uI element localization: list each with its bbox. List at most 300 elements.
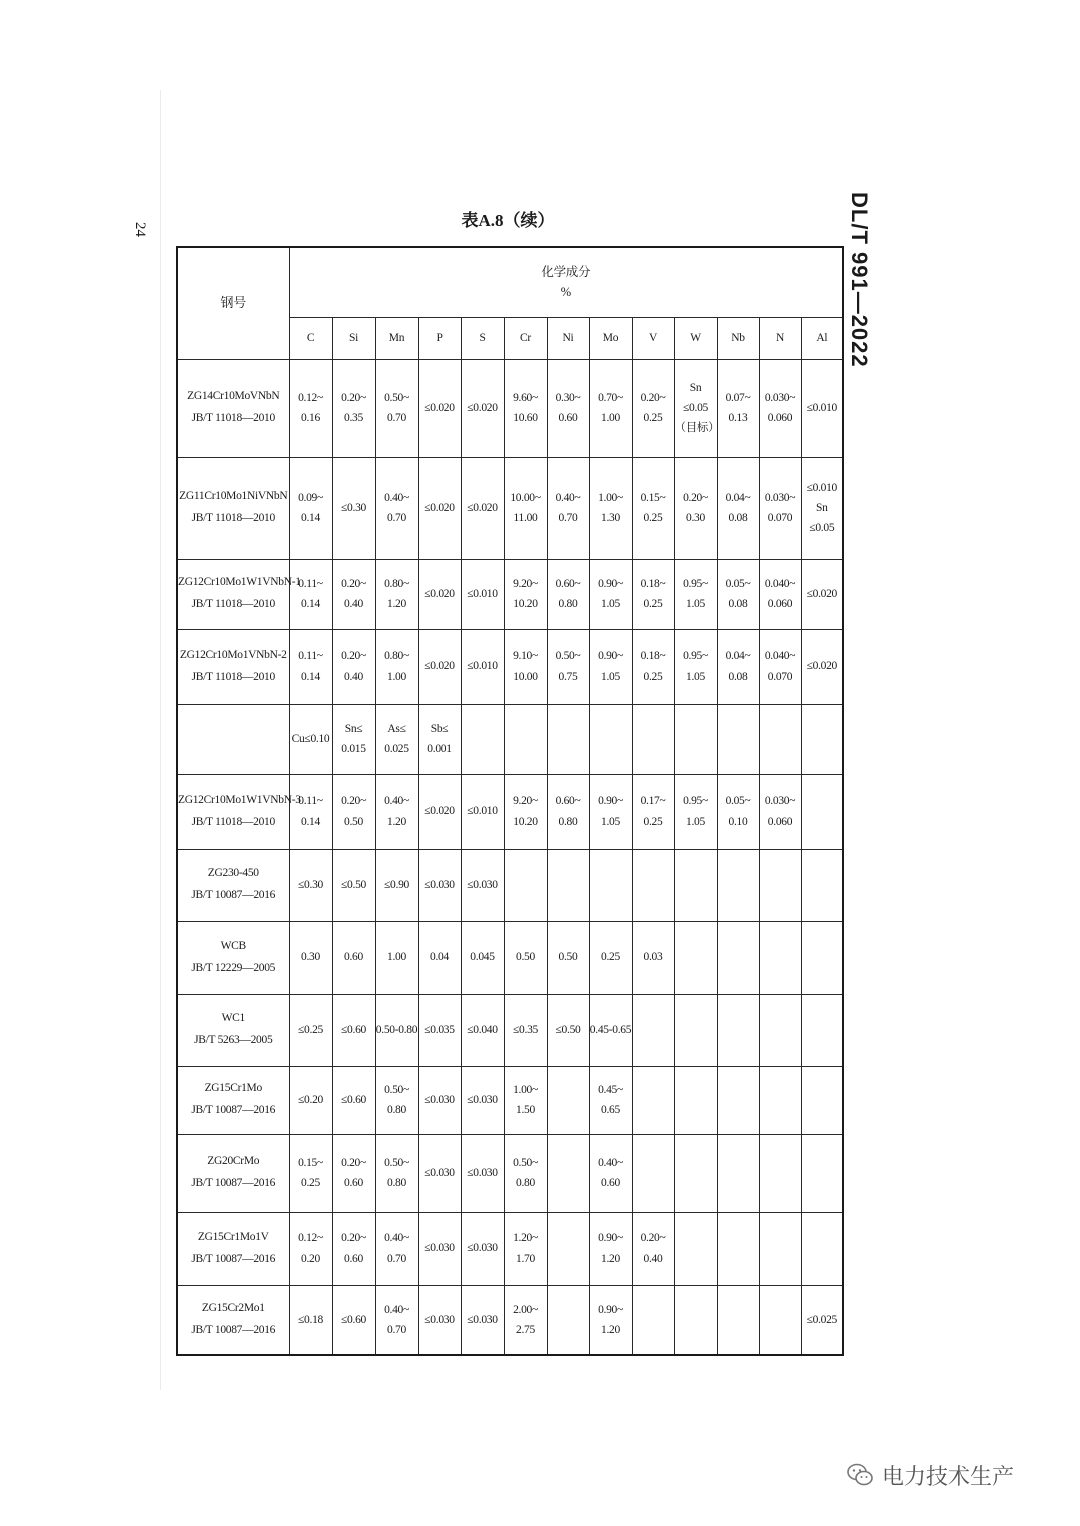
composition-value: 1.00 xyxy=(387,670,406,683)
composition-cell xyxy=(332,359,375,457)
composition-cell xyxy=(504,994,547,1066)
composition-value: 0.70 xyxy=(558,512,578,524)
composition-value: Sb≤ xyxy=(430,722,449,735)
composition-cell xyxy=(674,774,717,849)
composition-value: 0.45~ xyxy=(598,1083,623,1096)
composition-value: ≤0.20 xyxy=(298,1093,323,1106)
composition-value: 0.11~ xyxy=(298,577,323,590)
composition-cell xyxy=(504,774,547,849)
composition-cell xyxy=(375,457,418,559)
composition-cell xyxy=(461,921,504,994)
composition-value: ≤0.020 xyxy=(467,501,498,514)
table-row xyxy=(177,1285,843,1355)
composition-cell xyxy=(632,359,674,457)
composition-value: ≤0.020 xyxy=(424,805,455,818)
composition-value: 0.30~ xyxy=(555,391,581,404)
composition-cell xyxy=(589,994,632,1066)
composition-value: 0.30 xyxy=(301,951,320,964)
composition-value: 0.14 xyxy=(301,815,320,828)
composition-cell xyxy=(674,704,717,774)
composition-value: ≤0.50 xyxy=(341,878,366,891)
composition-cell xyxy=(461,704,504,774)
element-header: N xyxy=(759,317,801,359)
composition-value: 0.40~ xyxy=(384,795,409,808)
composition-value: ≤0.020 xyxy=(424,587,455,600)
table-title: 表A.8（续） xyxy=(461,211,555,230)
composition-value: 0.90~ xyxy=(598,650,623,663)
composition-cell xyxy=(632,849,674,921)
composition-unit: % xyxy=(560,285,571,300)
composition-cell xyxy=(332,1285,375,1355)
composition-value: 0.25 xyxy=(301,1177,320,1189)
composition-cell xyxy=(801,457,843,559)
composition-value: 9.20~ xyxy=(513,577,538,590)
composition-cell xyxy=(674,559,717,629)
element-header: Cr xyxy=(504,317,547,359)
standard-reference: JB/T 10087—2016 xyxy=(191,1177,276,1189)
composition-value: 0.04~ xyxy=(725,650,751,663)
composition-cell xyxy=(289,629,332,704)
table-row xyxy=(177,559,843,629)
composition-value: 0.05~ xyxy=(725,577,751,590)
composition-cell xyxy=(418,921,461,994)
composition-value: 0.025 xyxy=(384,743,409,755)
composition-value: 1.00~ xyxy=(598,491,623,504)
composition-cell xyxy=(801,359,843,457)
steel-grade-name: ZG12Cr10Mo1VNbN-2 xyxy=(179,648,287,661)
composition-cell xyxy=(717,1285,759,1355)
composition-cell xyxy=(717,921,759,994)
composition-value: ≤0.05 xyxy=(809,522,835,535)
composition-value: 0.18~ xyxy=(640,577,666,590)
composition-cell xyxy=(589,1134,632,1212)
composition-value: 10.60 xyxy=(513,412,538,424)
composition-value: ≤0.040 xyxy=(467,1023,498,1036)
watermark-text: 电力技术生产 xyxy=(882,1464,1015,1490)
grade-header: 钢号 xyxy=(177,247,289,359)
composition-value: 0.07~ xyxy=(725,391,751,404)
composition-value: 0.50-0.80 xyxy=(375,1023,418,1036)
composition-cell xyxy=(547,994,589,1066)
composition-value: 0.05~ xyxy=(725,795,751,808)
composition-value: 0.25 xyxy=(643,512,663,524)
composition-cell xyxy=(547,921,589,994)
composition-cell xyxy=(589,559,632,629)
composition-value: 0.14 xyxy=(301,512,320,524)
composition-value: Sn xyxy=(816,501,828,514)
composition-cell xyxy=(375,774,418,849)
element-header: Mo xyxy=(589,317,632,359)
steel-grade-name: WCB xyxy=(220,939,246,952)
composition-value: ≤0.020 xyxy=(806,660,838,673)
composition-value: 1.20 xyxy=(601,1252,620,1265)
standard-reference: JB/T 11018—2010 xyxy=(191,670,275,683)
composition-value: 0.95~ xyxy=(683,577,708,590)
composition-value: 0.90~ xyxy=(598,1303,623,1316)
composition-cell xyxy=(547,1212,589,1285)
standard-reference: JB/T 11018—2010 xyxy=(191,598,275,610)
composition-value: 0.50~ xyxy=(384,1156,409,1169)
composition-value: 0.80 xyxy=(558,598,578,610)
table-body xyxy=(177,359,843,1355)
steel-grade-name: ZG11Cr10Mo1NiVNbN xyxy=(179,490,288,503)
composition-value: 0.25 xyxy=(643,412,663,424)
composition-cell xyxy=(717,559,759,629)
composition-cell xyxy=(289,559,332,629)
composition-value: 0.11~ xyxy=(298,650,323,663)
composition-cell xyxy=(375,359,418,457)
composition-cell xyxy=(759,921,801,994)
composition-value: 0.70 xyxy=(387,1323,406,1336)
composition-value: 11.00 xyxy=(513,512,538,524)
composition-value: 0.60 xyxy=(344,1177,363,1189)
composition-cell xyxy=(632,1285,674,1355)
composition-cell xyxy=(547,1066,589,1134)
composition-cell xyxy=(632,994,674,1066)
composition-cell xyxy=(461,457,504,559)
composition-value: 0.60~ xyxy=(555,795,581,808)
composition-value: 0.80~ xyxy=(384,650,409,663)
element-header: V xyxy=(632,317,674,359)
composition-cell xyxy=(461,1066,504,1134)
composition-cell xyxy=(632,559,674,629)
composition-cell xyxy=(801,1212,843,1285)
standard-reference: JB/T 11018—2010 xyxy=(191,512,275,524)
composition-value: 0.40~ xyxy=(555,491,581,504)
composition-value: 0.90~ xyxy=(598,577,623,590)
composition-value: 1.20 xyxy=(601,1323,620,1336)
composition-value: ≤0.030 xyxy=(467,1242,498,1255)
composition-value: ≤0.60 xyxy=(341,1093,366,1106)
composition-value: 0.14 xyxy=(301,598,320,610)
standard-reference: JB/T 11018—2010 xyxy=(191,815,275,828)
composition-value: 1.00 xyxy=(601,412,620,424)
composition-cell xyxy=(717,1212,759,1285)
composition-value: 0.14 xyxy=(301,670,320,683)
composition-value: 1.30 xyxy=(601,512,620,524)
composition-cell xyxy=(674,921,717,994)
composition-value: 0.25 xyxy=(643,670,663,683)
composition-cell xyxy=(461,1134,504,1212)
steel-grade-name: ZG230-450 xyxy=(207,867,259,880)
composition-value: 0.030~ xyxy=(764,391,796,404)
composition-value: ≤0.05 xyxy=(683,401,708,414)
composition-cell xyxy=(418,704,461,774)
composition-cell xyxy=(332,849,375,921)
composition-value: 0.50 xyxy=(516,951,535,964)
composition-cell xyxy=(289,1212,332,1285)
composition-value: ≤0.020 xyxy=(424,501,455,514)
composition-value: 10.20 xyxy=(513,815,538,828)
composition-value: 0.015 xyxy=(341,743,366,755)
composition-value: 0.40 xyxy=(643,1252,663,1265)
composition-value: 1.05 xyxy=(686,815,705,828)
composition-cell xyxy=(547,559,589,629)
table-row xyxy=(177,359,843,457)
composition-cell xyxy=(418,629,461,704)
element-header: P xyxy=(418,317,461,359)
composition-cell xyxy=(759,994,801,1066)
steel-grade-cell xyxy=(177,359,289,457)
composition-value: 0.10 xyxy=(728,815,748,828)
composition-value: 0.95~ xyxy=(683,795,708,808)
composition-cell xyxy=(418,1066,461,1134)
composition-cell xyxy=(332,994,375,1066)
element-header: Ni xyxy=(547,317,589,359)
standard-reference: JB/T 5263—2005 xyxy=(194,1034,273,1046)
composition-value: 0.40~ xyxy=(384,1303,409,1316)
composition-cell xyxy=(801,704,843,774)
table-row xyxy=(177,849,843,921)
composition-value: ≤0.010 xyxy=(467,660,498,673)
composition-value: ≤0.020 xyxy=(424,660,455,673)
composition-value: 0.70 xyxy=(387,1252,406,1265)
composition-group-header xyxy=(289,247,843,317)
composition-value: 0.20~ xyxy=(341,1232,366,1245)
composition-value: 0.25 xyxy=(643,815,663,828)
composition-value: ≤0.030 xyxy=(467,1166,498,1179)
composition-value: 0.08 xyxy=(728,598,748,610)
steel-grade-cell xyxy=(177,994,289,1066)
composition-value: 1.05 xyxy=(601,598,620,610)
composition-cell xyxy=(418,774,461,849)
composition-value: 0.80 xyxy=(387,1177,406,1189)
composition-cell xyxy=(289,359,332,457)
composition-value: 0.060 xyxy=(767,598,793,610)
composition-cell xyxy=(547,457,589,559)
composition-value: 0.60 xyxy=(558,412,578,424)
composition-cell xyxy=(461,849,504,921)
element-header: Al xyxy=(801,317,843,359)
composition-value: 10.00 xyxy=(513,670,538,683)
steel-grade-cell xyxy=(177,1212,289,1285)
table-row xyxy=(177,1134,843,1212)
composition-cell xyxy=(332,1066,375,1134)
composition-cell xyxy=(547,1285,589,1355)
composition-value: 0.040~ xyxy=(764,577,796,590)
steel-grade-name: ZG15Cr1Mo xyxy=(204,1082,262,1095)
steel-grade-cell xyxy=(177,1285,289,1355)
composition-value: ≤0.030 xyxy=(467,1093,498,1106)
composition-cell xyxy=(759,849,801,921)
composition-value: 0.20~ xyxy=(341,650,366,663)
composition-value: ≤0.30 xyxy=(298,878,323,891)
composition-cell xyxy=(547,1134,589,1212)
composition-value: 0.060 xyxy=(767,412,793,424)
composition-value: 0.70 xyxy=(387,512,406,524)
composition-cell xyxy=(289,457,332,559)
composition-value: 1.00 xyxy=(387,951,406,964)
composition-value: 0.12~ xyxy=(298,1232,323,1245)
composition-cell xyxy=(332,559,375,629)
table-row xyxy=(177,704,843,774)
composition-cell xyxy=(801,1134,843,1212)
composition-cell xyxy=(674,629,717,704)
composition-cell xyxy=(547,359,589,457)
composition-value: 1.00~ xyxy=(513,1083,538,1096)
standard-reference: JB/T 12229—2005 xyxy=(191,961,276,974)
composition-value: 1.50 xyxy=(516,1104,535,1116)
composition-cell xyxy=(632,457,674,559)
composition-value: 0.20~ xyxy=(640,1232,666,1245)
composition-value: 0.75 xyxy=(558,670,578,683)
composition-value: 1.05 xyxy=(686,598,705,610)
watermark xyxy=(846,1455,1014,1495)
composition-value: 0.45-0.65 xyxy=(589,1023,632,1036)
composition-cell xyxy=(674,1285,717,1355)
composition-value: 0.60~ xyxy=(555,577,581,590)
composition-cell xyxy=(418,559,461,629)
composition-value: 2.00~ xyxy=(513,1303,538,1316)
composition-cell xyxy=(289,994,332,1066)
composition-value: ≤0.035 xyxy=(424,1023,455,1036)
composition-value: 0.25 xyxy=(601,951,620,964)
composition-value: ≤0.30 xyxy=(341,501,366,514)
steel-grade-cell xyxy=(177,559,301,629)
composition-value: ≤0.030 xyxy=(424,1313,455,1326)
composition-cell xyxy=(418,994,461,1066)
steel-grade-name: ZG12Cr10Mo1W1VNbN-1 xyxy=(178,576,301,589)
composition-cell xyxy=(418,1212,461,1285)
composition-value: 0.30 xyxy=(686,512,705,524)
composition-value: ≤0.030 xyxy=(424,1166,455,1179)
composition-cell xyxy=(289,704,332,774)
composition-cell xyxy=(674,1134,717,1212)
composition-cell xyxy=(801,629,843,704)
composition-cell xyxy=(461,1285,504,1355)
composition-cell xyxy=(801,921,843,994)
composition-value: 0.40 xyxy=(344,598,363,610)
composition-value: ≤0.010 xyxy=(806,401,838,414)
composition-cell xyxy=(674,1212,717,1285)
composition-cell xyxy=(418,1134,461,1212)
composition-value: 1.05 xyxy=(601,670,620,683)
composition-value: 0.17~ xyxy=(640,795,666,808)
composition-cell xyxy=(589,774,632,849)
steel-grade-name: ZG15Cr1Mo1V xyxy=(197,1230,269,1243)
composition-cell xyxy=(375,1066,418,1134)
composition-value: 0.40~ xyxy=(384,491,409,504)
composition-value: 10.00~ xyxy=(510,491,541,504)
standard-reference: JB/T 10087—2016 xyxy=(191,1104,276,1116)
composition-value: 0.40~ xyxy=(598,1156,623,1169)
composition-value: （目标） xyxy=(674,422,720,435)
composition-cell xyxy=(589,1066,632,1134)
composition-cell xyxy=(504,559,547,629)
composition-value: 0.40 xyxy=(344,670,363,683)
composition-value: 1.05 xyxy=(686,670,705,683)
composition-value: 10.20 xyxy=(513,598,538,610)
composition-value: 0.80 xyxy=(387,1104,406,1116)
composition-value: 0.16 xyxy=(301,412,320,424)
steel-grade-name: ZG12Cr10Mo1W1VNbN-3 xyxy=(178,793,301,806)
composition-value: ≤0.020 xyxy=(424,401,455,414)
composition-cell xyxy=(801,1066,843,1134)
composition-cell xyxy=(375,849,418,921)
composition-value: ≤0.030 xyxy=(424,878,455,891)
standard-reference: JB/T 10087—2016 xyxy=(191,889,276,901)
composition-cell xyxy=(289,774,332,849)
element-header: W xyxy=(674,317,717,359)
composition-value: 0.15~ xyxy=(298,1156,323,1169)
composition-value: 0.15~ xyxy=(640,491,666,504)
composition-cell xyxy=(801,774,843,849)
steel-grade-cell xyxy=(177,1134,289,1212)
wechat-icon xyxy=(846,1461,874,1489)
composition-cell xyxy=(504,457,547,559)
composition-value: 0.80 xyxy=(516,1177,535,1189)
composition-value: 1.05 xyxy=(601,815,620,828)
composition-cell xyxy=(461,1212,504,1285)
steel-grade-name: ZG20CrMo xyxy=(207,1155,260,1168)
composition-cell xyxy=(674,457,717,559)
steel-grade-name: WC1 xyxy=(221,1012,245,1025)
composition-value: 0.50 xyxy=(344,815,363,828)
composition-value: ≤0.010 xyxy=(806,481,838,494)
composition-cell xyxy=(461,629,504,704)
composition-cell xyxy=(801,994,843,1066)
composition-cell xyxy=(717,994,759,1066)
element-header: C xyxy=(289,317,332,359)
composition-value: 0.13 xyxy=(728,412,748,424)
table-row xyxy=(177,994,843,1066)
composition-cell xyxy=(589,457,632,559)
composition-cell xyxy=(589,704,632,774)
steel-grade-name: ZG14Cr10MoVNbN xyxy=(187,390,280,403)
composition-cell xyxy=(759,1285,801,1355)
steel-grade-cell xyxy=(177,704,289,774)
composition-value: ≤0.030 xyxy=(467,1313,498,1326)
composition-value: 0.50~ xyxy=(384,391,409,404)
composition-value: 0.030~ xyxy=(764,795,796,808)
composition-value: Sn≤ xyxy=(344,722,363,735)
composition-value: 1.70 xyxy=(516,1252,535,1265)
composition-value: 0.18~ xyxy=(640,650,666,663)
composition-value: 0.08 xyxy=(728,670,748,683)
composition-cell xyxy=(547,849,589,921)
composition-value: ≤0.25 xyxy=(298,1023,323,1036)
chemical-composition-table xyxy=(176,246,844,1356)
composition-cell xyxy=(375,559,418,629)
composition-value: 1.20 xyxy=(387,598,406,610)
composition-value: ≤0.010 xyxy=(467,587,498,600)
composition-cell xyxy=(759,1066,801,1134)
composition-value: 0.50 xyxy=(558,951,578,964)
composition-cell xyxy=(332,457,375,559)
steel-grade-cell xyxy=(177,1066,289,1134)
composition-value: 0.70~ xyxy=(598,391,623,404)
composition-value: 0.80 xyxy=(558,815,578,828)
composition-value: 0.70 xyxy=(387,412,406,424)
composition-value: 0.20~ xyxy=(341,391,366,404)
table-row xyxy=(177,1066,843,1134)
standard-reference: JB/T 11018—2010 xyxy=(191,412,275,424)
composition-value: 0.04 xyxy=(430,951,449,964)
composition-value: ≤0.60 xyxy=(341,1313,366,1326)
table-row xyxy=(177,774,843,849)
composition-cell xyxy=(332,921,375,994)
composition-value: 0.20~ xyxy=(341,577,366,590)
composition-value: ≤0.020 xyxy=(467,401,498,414)
composition-cell xyxy=(547,629,589,704)
composition-value: 0.20~ xyxy=(683,491,708,504)
composition-value: 0.045 xyxy=(470,951,495,964)
composition-cell xyxy=(674,1066,717,1134)
composition-value: 0.40~ xyxy=(384,1232,409,1245)
composition-value: Cu≤0.10 xyxy=(291,732,330,745)
composition-cell xyxy=(632,1066,674,1134)
composition-cell xyxy=(332,1212,375,1285)
